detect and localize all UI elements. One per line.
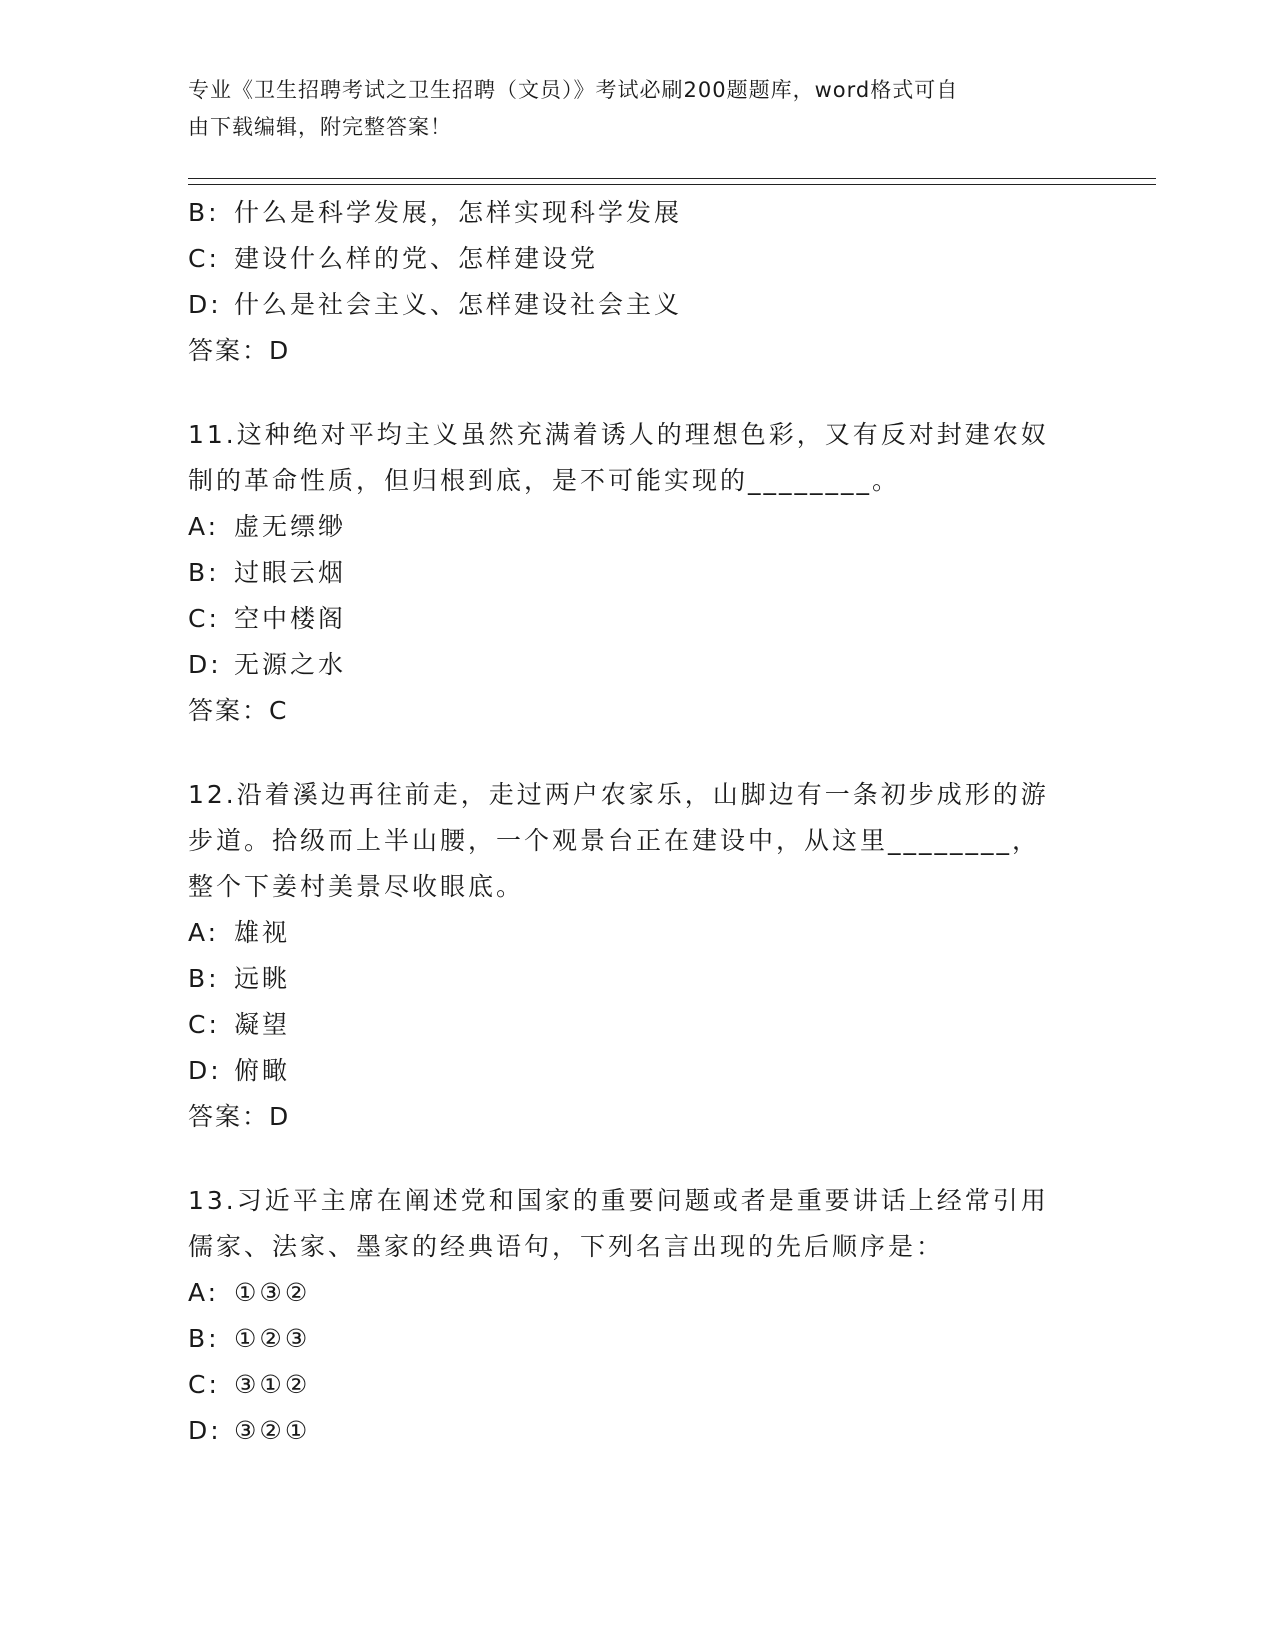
question-stem-line: 步道。拾级而上半山腰，一个观景台正在建设中，从这里________， bbox=[188, 826, 1041, 855]
option-label: B: bbox=[188, 558, 220, 587]
question-spacer bbox=[188, 374, 1078, 412]
option-text: 什么是科学发展，怎样实现科学发展 bbox=[234, 198, 683, 227]
answer-line: 答案：D bbox=[188, 1102, 291, 1131]
option-label: B: bbox=[188, 1324, 220, 1353]
option-label: A: bbox=[188, 512, 220, 541]
option-text: ①②③ bbox=[234, 1324, 311, 1353]
option-text: ③①② bbox=[234, 1370, 311, 1399]
option-label: C: bbox=[188, 244, 220, 273]
answer-line: 答案：D bbox=[188, 336, 291, 365]
header-line-1: 专业《卫生招聘考试之卫生招聘（文员）》考试必刷200题题库，word格式可自 bbox=[188, 78, 959, 102]
option-text: 无源之水 bbox=[234, 650, 347, 679]
option-row bbox=[188, 1270, 1078, 1316]
option-row bbox=[188, 1408, 1078, 1454]
question-stem-line: 12.沿着溪边再往前走，走过两户农家乐，山脚边有一条初步成形的游 bbox=[188, 780, 1049, 809]
option-row bbox=[188, 596, 1078, 642]
question-list bbox=[188, 190, 1078, 1454]
option-label: B: bbox=[188, 964, 220, 993]
option-text: 虚无缥缈 bbox=[234, 512, 347, 541]
question-spacer bbox=[188, 1140, 1078, 1178]
question-stem-line: 13.习近平主席在阐述党和国家的重要问题或者是重要讲话上经常引用 bbox=[188, 1186, 1049, 1215]
option-row bbox=[188, 282, 1078, 328]
option-row bbox=[188, 910, 1078, 956]
option-text: 建设什么样的党、怎样建设党 bbox=[234, 244, 599, 273]
option-label: A: bbox=[188, 918, 220, 947]
question-stem-line: 整个下姜村美景尽收眼底。 bbox=[188, 872, 525, 901]
option-text: ③②① bbox=[234, 1416, 311, 1445]
header-line-2: 由下载编辑，附完整答案！ bbox=[188, 115, 452, 139]
option-label: D: bbox=[188, 1056, 222, 1085]
question-stem-line: 11.这种绝对平均主义虽然充满着诱人的理想色彩，又有反对封建农奴 bbox=[188, 420, 1049, 449]
option-text: ①③② bbox=[234, 1278, 311, 1307]
option-label: C: bbox=[188, 604, 220, 633]
question-12 bbox=[188, 772, 1078, 1140]
header-divider-top bbox=[188, 178, 1156, 179]
option-row bbox=[188, 956, 1078, 1002]
option-label: D: bbox=[188, 650, 222, 679]
option-text: 空中楼阁 bbox=[234, 604, 347, 633]
option-text: 俯瞰 bbox=[234, 1056, 291, 1085]
option-row bbox=[188, 1048, 1078, 1094]
option-text: 什么是社会主义、怎样建设社会主义 bbox=[234, 290, 683, 319]
option-row bbox=[188, 1316, 1078, 1362]
option-label: D: bbox=[188, 1416, 222, 1445]
option-text: 凝望 bbox=[234, 1010, 291, 1039]
question-13 bbox=[188, 1178, 1078, 1454]
option-row bbox=[188, 1362, 1078, 1408]
option-text: 过眼云烟 bbox=[234, 558, 347, 587]
option-row bbox=[188, 1002, 1078, 1048]
option-row bbox=[188, 642, 1078, 688]
option-label: A: bbox=[188, 1278, 220, 1307]
option-row bbox=[188, 236, 1078, 282]
question-11 bbox=[188, 412, 1078, 734]
option-text: 雄视 bbox=[234, 918, 291, 947]
option-label: C: bbox=[188, 1370, 220, 1399]
option-row bbox=[188, 550, 1078, 596]
answer-line: 答案：C bbox=[188, 696, 289, 725]
option-text: 远眺 bbox=[234, 964, 291, 993]
question-spacer bbox=[188, 734, 1078, 772]
question-stem-line: 制的革命性质，但归根到底，是不可能实现的________。 bbox=[188, 466, 901, 495]
option-label: D: bbox=[188, 290, 222, 319]
option-label: C: bbox=[188, 1010, 220, 1039]
option-row bbox=[188, 504, 1078, 550]
option-label: B: bbox=[188, 198, 220, 227]
previous-question bbox=[188, 190, 1078, 374]
document-header bbox=[188, 72, 1068, 146]
question-stem-line: 儒家、法家、墨家的经典语句，下列名言出现的先后顺序是： bbox=[188, 1232, 945, 1261]
header-divider-bottom bbox=[188, 184, 1156, 185]
option-row bbox=[188, 190, 1078, 236]
